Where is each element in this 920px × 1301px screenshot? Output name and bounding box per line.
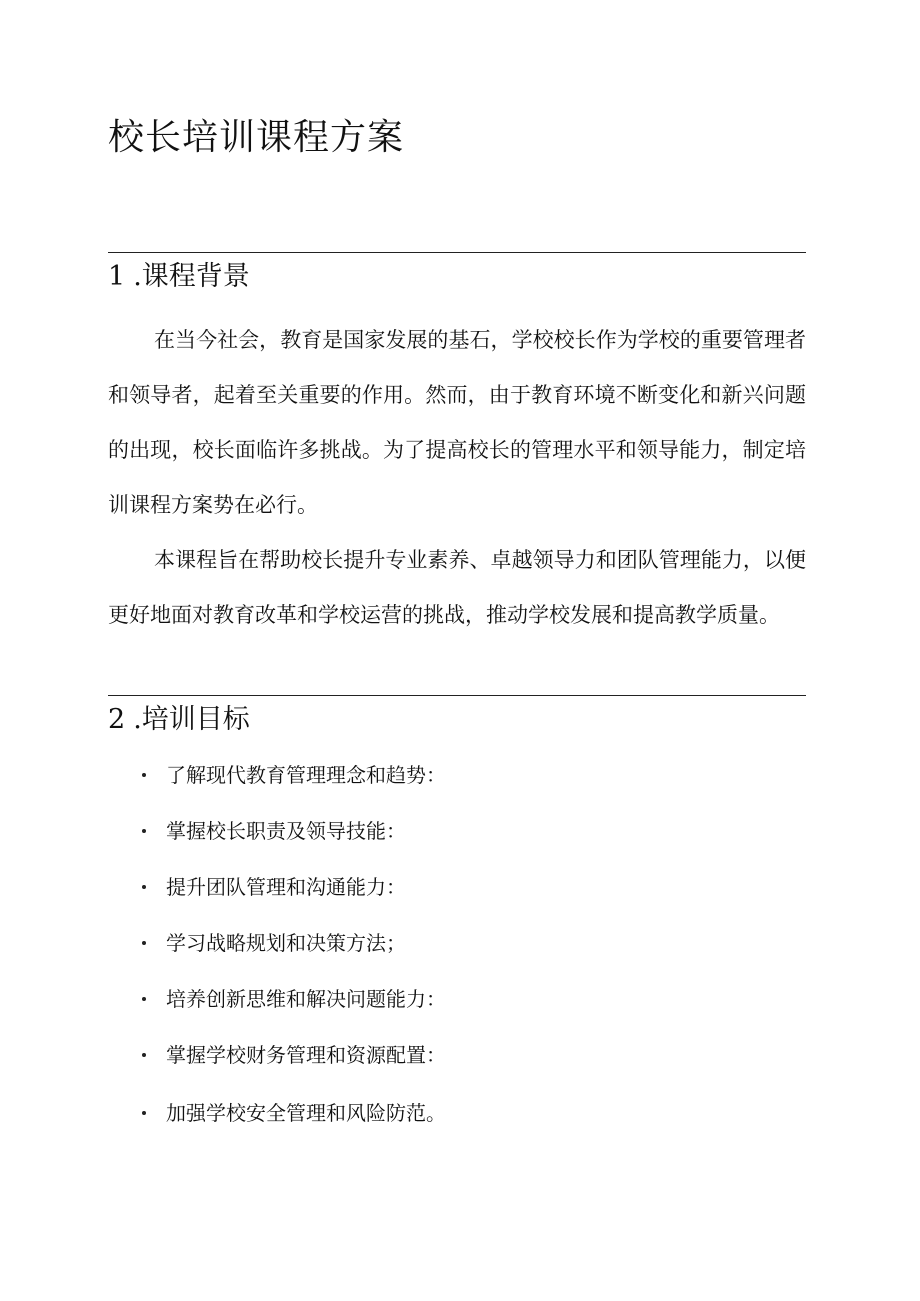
section-course-background <box>108 252 806 643</box>
section-number: 1 <box>108 261 126 292</box>
list-item <box>108 1038 806 1094</box>
section-divider <box>108 695 806 696</box>
bullet-icon <box>142 885 146 889</box>
list-item <box>108 982 806 1038</box>
list-item <box>108 870 806 926</box>
section-heading <box>108 259 806 295</box>
list-item <box>108 926 806 982</box>
list-item-text: 培养创新思维和解决问题能力： <box>166 987 446 1011</box>
bullet-icon <box>142 773 146 777</box>
section-heading <box>108 702 806 738</box>
section-body <box>108 313 806 643</box>
goal-list <box>108 758 806 1152</box>
section-title: .课程背景 <box>133 261 250 292</box>
list-item-text: 掌握学校财务管理和资源配置： <box>166 1043 446 1067</box>
section-training-goals <box>108 695 806 1152</box>
list-item <box>108 814 806 870</box>
paragraph: 本课程旨在帮助校长提升专业素养、卓越领导力和团队管理能力，以便更好地面对教育改革和学校运营的挑战，推动学校发展和提高教学质量。 <box>108 548 806 627</box>
list-item-text: 学习战略规划和决策方法； <box>166 931 406 955</box>
list-item-text: 了解现代教育管理理念和趋势： <box>166 763 446 787</box>
list-item <box>108 1096 806 1152</box>
document-title: 校长培训课程方案 <box>108 117 405 158</box>
bullet-icon <box>142 829 146 833</box>
bullet-icon <box>142 1111 146 1115</box>
list-item-text: 提升团队管理和沟通能力： <box>166 875 406 899</box>
list-item-text: 加强学校安全管理和风险防范。 <box>166 1101 446 1125</box>
bullet-icon <box>142 997 146 1001</box>
bullet-icon <box>142 1053 146 1057</box>
list-item <box>108 758 806 814</box>
paragraph: 在当今社会，教育是国家发展的基石，学校校长作为学校的重要管理者和领导者，起着至关重要的作用。然而，由于教育环境不断变化和新兴问题的出现，校长面临许多挑战。为了提高校长的管理水平和领导能力，制定培训课程方案势在必行。 <box>108 328 806 517</box>
bullet-icon <box>142 941 146 945</box>
section-number: 2 <box>108 704 126 735</box>
list-item-text: 掌握校长职责及领导技能： <box>166 819 406 843</box>
section-title: .培训目标 <box>133 704 250 735</box>
section-divider <box>108 252 806 253</box>
